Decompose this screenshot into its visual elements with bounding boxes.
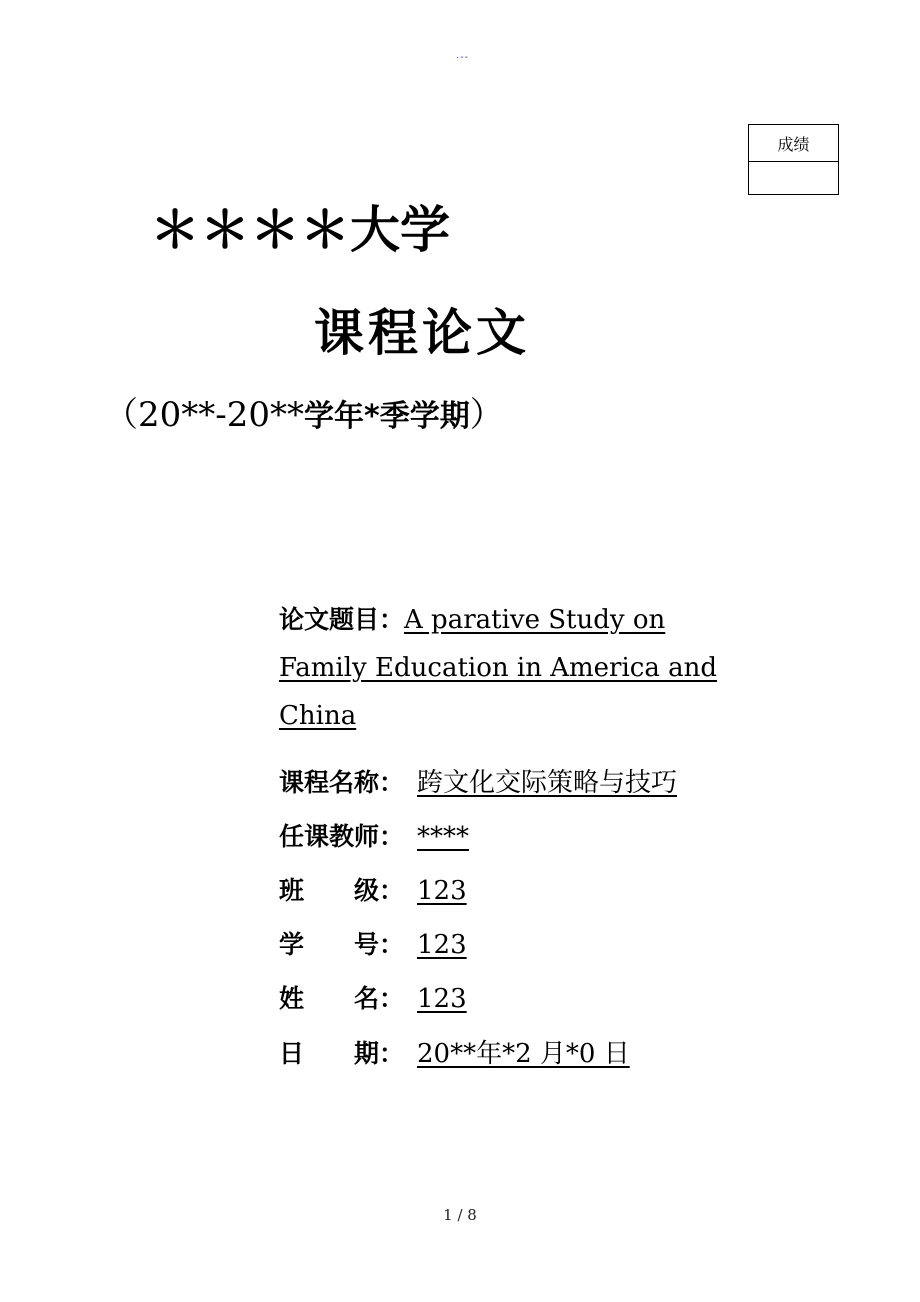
field-name	[279, 979, 749, 1015]
field-teacher	[279, 817, 749, 853]
term-open-paren: （	[104, 395, 138, 435]
grade-value	[749, 162, 838, 195]
university-name: ＊＊＊＊大学	[150, 201, 450, 259]
field-student-id-value: 123	[417, 930, 467, 960]
field-topic	[279, 596, 749, 740]
field-student-id	[279, 925, 749, 961]
field-class	[279, 871, 749, 907]
field-class-value: 123	[417, 876, 467, 906]
term-close-paren: ）	[469, 395, 504, 435]
field-topic-value: A parative Study on Family Education in America and China	[279, 605, 717, 731]
field-name-value: 123	[417, 984, 467, 1014]
field-date-value: 20**年*2 月*0 日	[417, 1039, 630, 1069]
field-date	[279, 1033, 749, 1070]
field-course	[279, 762, 749, 799]
academic-term	[104, 390, 504, 442]
document-title: 课程论文	[314, 304, 530, 362]
term-season: 学年*季学期	[304, 399, 470, 434]
field-name-label: 姓 名：	[279, 984, 405, 1013]
grade-box	[748, 124, 839, 195]
field-topic-label: 论文题目：	[279, 605, 405, 634]
field-course-label: 课程名称：	[279, 768, 405, 797]
term-years: 20**-20**	[138, 395, 305, 435]
field-student-id-label: 学 号：	[279, 930, 405, 959]
page-number: 1 / 8	[443, 1206, 477, 1224]
info-fields	[279, 596, 749, 1088]
field-class-label: 班 级：	[279, 876, 405, 905]
header-mark: ·--	[456, 52, 469, 63]
field-course-value: 跨文化交际策略与技巧	[417, 768, 678, 798]
field-date-underline	[417, 1033, 686, 1070]
grade-label: 成绩	[749, 125, 838, 162]
field-teacher-label: 任课教师：	[279, 822, 405, 851]
field-teacher-value: ****	[417, 822, 469, 852]
field-date-label: 日 期：	[279, 1039, 405, 1068]
